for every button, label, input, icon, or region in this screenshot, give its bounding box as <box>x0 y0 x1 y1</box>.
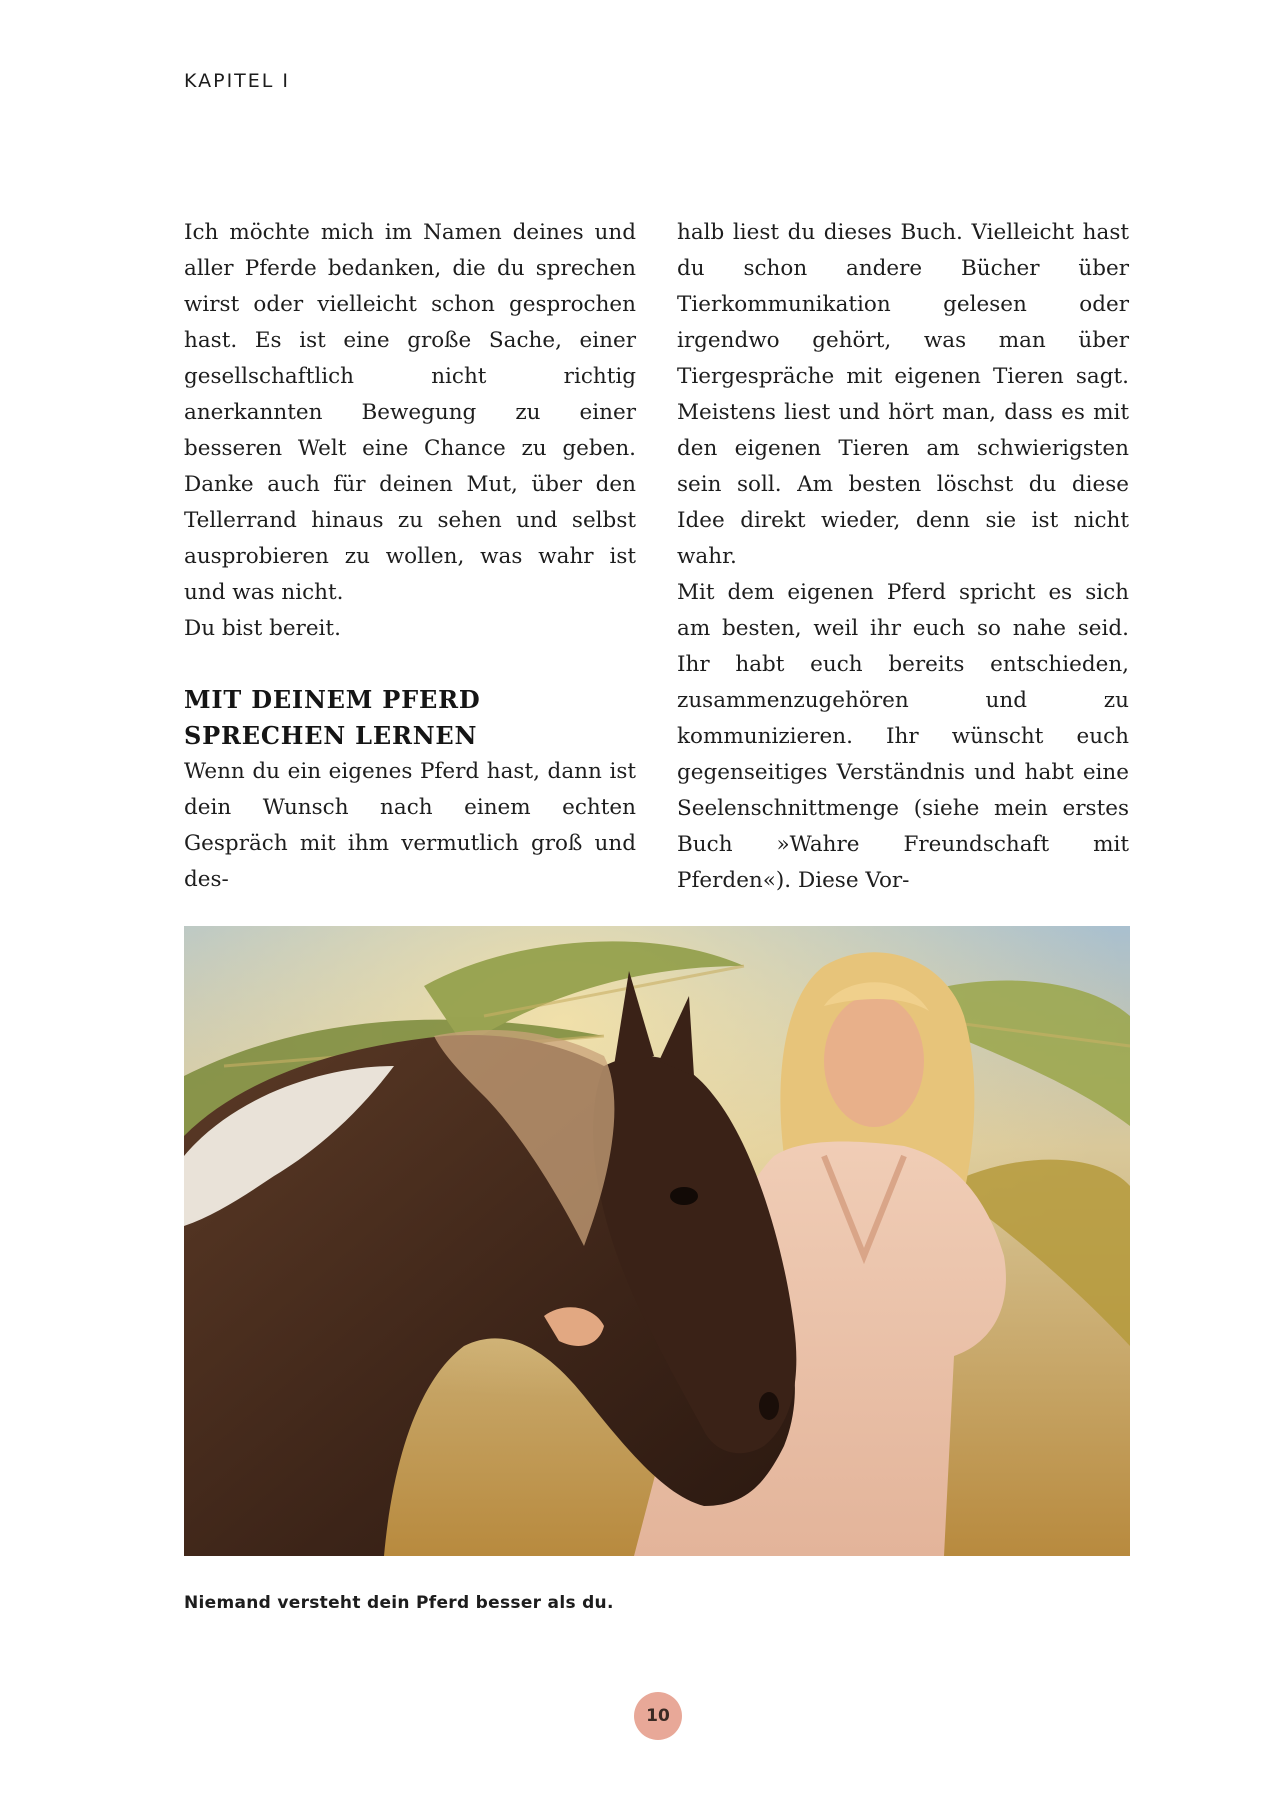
chapter-header: KAPITEL I <box>184 70 291 92</box>
paragraph: Du bist bereit. <box>184 616 341 641</box>
section-heading: MIT DEINEM PFERD SPRECHEN LERNEN <box>184 685 481 750</box>
page-number-badge: 10 <box>634 1692 682 1740</box>
horse-and-woman-photo <box>184 926 1130 1556</box>
paragraph: Ich möchte mich im Namen deines und aller Pferde bedanken, die du sprechen wirst oder vielleicht schon gesprochen hast. Es ist eine große Sache, einer gesellschaftlich nicht richtig anerkannten Bewegung zu einer besseren Welt eine Chance zu geben. Danke auch für deinen Mut, über den Tellerrand hinaus zu sehen und selbst ausprobieren zu wollen, was wahr ist und was nicht. <box>184 220 636 605</box>
text-column-left <box>184 215 636 898</box>
photo-caption: Niemand versteht dein Pferd besser als du. <box>184 1593 614 1613</box>
text-column-right <box>677 215 1129 899</box>
paragraph: halb liest du dieses Buch. Vielleicht hast du schon andere Bücher über Tierkommunikation gelesen oder irgendwo gehört, was man über Tiergespräche mit eigenen Tieren sagt. Meistens liest und hört man, dass es mit den eigenen Tieren am schwierigsten sein soll. Am besten löschst du diese Idee direkt wieder, denn sie ist nicht wahr. <box>677 220 1129 569</box>
paragraph: Mit dem eigenen Pferd spricht es sich am besten, weil ihr euch so nahe seid. Ihr habt euch bereits entschieden, zusammenzugehören und zu kommunizieren. Ihr wünscht euch gegenseitiges Verständnis und habt eine Seelenschnittmenge (siehe mein erstes Buch »Wahre Freundschaft mit Pferden«). Diese Vor- <box>677 580 1129 893</box>
paragraph: Wenn du ein eigenes Pferd hast, dann ist dein Wunsch nach einem echten Gespräch mit ihm vermutlich groß und des- <box>184 759 636 892</box>
